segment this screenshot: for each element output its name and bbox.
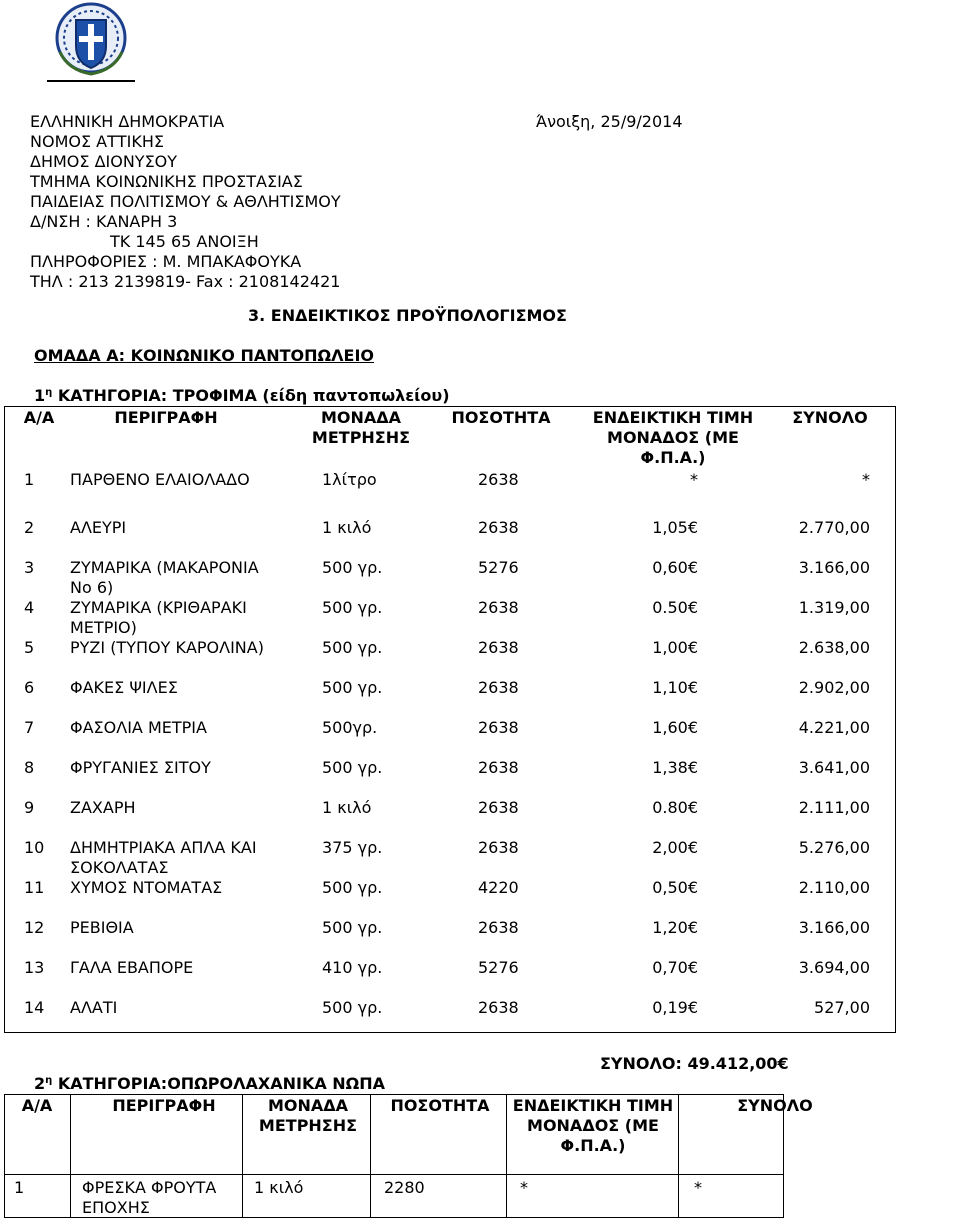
cell-aa: 7 <box>24 718 35 737</box>
cell-unit: 500 γρ. <box>322 758 383 777</box>
cell-total: 2.770,00 <box>798 518 870 537</box>
header-line-3: ΔΗΜΟΣ ΔΙΟΝΥΣΟΥ <box>30 152 178 171</box>
cell-aa: 11 <box>24 878 45 897</box>
cell-price: 0,50€ <box>652 878 698 897</box>
cell-qty: 2638 <box>478 638 519 657</box>
cell-qty: 2638 <box>478 998 519 1017</box>
cell-qty: 5276 <box>478 958 519 977</box>
cell-total: 2.110,00 <box>798 878 870 897</box>
cell-desc: ΡΕΒΙΘΙΑ <box>70 918 134 937</box>
cell-aa: 2 <box>24 518 35 537</box>
t2-col-header-aa: Α/Α <box>21 1096 53 1115</box>
cell-aa: 10 <box>24 838 45 857</box>
t2-divider <box>678 1094 679 1218</box>
category-1-sup: η <box>45 387 53 398</box>
t2-col-header-unit: ΜΟΝΑΔΑ ΜΕΤΡΗΣΗΣ <box>258 1096 358 1135</box>
col-header-unit: ΜΟΝΑΔΑ ΜΕΤΡΗΣΗΣ <box>311 408 411 447</box>
t2-row-divider <box>4 1174 784 1175</box>
emblem-underline <box>47 80 135 82</box>
cell-price: 1,00€ <box>652 638 698 657</box>
cell-price: 0.80€ <box>652 798 698 817</box>
cell-qty: 2638 <box>478 918 519 937</box>
cell-aa: 4 <box>24 598 35 617</box>
t2-cell-price: * <box>520 1178 528 1197</box>
cell-qty: 2638 <box>478 470 519 489</box>
category-2-heading <box>34 1074 385 1093</box>
cell-qty: 2638 <box>478 518 519 537</box>
cell-price: 0,60€ <box>652 558 698 577</box>
header-line-9: ΤΗΛ : 213 2139819- Fax : 2108142421 <box>30 272 341 291</box>
t2-cell-unit: 1 κιλό <box>254 1178 304 1197</box>
cell-unit: 500γρ. <box>322 718 378 737</box>
cell-unit: 500 γρ. <box>322 558 383 577</box>
t2-cell-desc: ΦΡΕΣΚΑ ΦΡΟΥΤΑ ΕΠΟΧΗΣ <box>82 1178 217 1217</box>
t2-col-header-qty: ΠΟΣΟΤΗΤΑ <box>390 1096 490 1115</box>
cell-total: 4.221,00 <box>798 718 870 737</box>
cell-total: 2.902,00 <box>798 678 870 697</box>
cell-total: 5.276,00 <box>798 838 870 857</box>
cell-desc: ΑΛΕΥΡΙ <box>70 518 127 537</box>
category-2-number: 2 <box>34 1074 46 1093</box>
cell-desc: ΖΑΧΑΡΗ <box>70 798 136 817</box>
cell-unit: 500 γρ. <box>322 998 383 1017</box>
cell-price: 0.50€ <box>652 598 698 617</box>
cell-qty: 2638 <box>478 718 519 737</box>
t2-col-header-desc: ΠΕΡΙΓΡΑΦΗ <box>112 1096 216 1115</box>
cell-aa: 13 <box>24 958 45 977</box>
category-1-total: ΣΥΝΟΛΟ: 49.412,00€ <box>600 1054 789 1073</box>
header-line-2: ΝΟΜΟΣ ΑΤΤΙΚΗΣ <box>30 132 164 151</box>
cell-price: 1,20€ <box>652 918 698 937</box>
cell-price: 1,10€ <box>652 678 698 697</box>
cell-desc: ΓΑΛΑ ΕΒΑΠΟΡΕ <box>70 958 194 977</box>
header-line-7: ΤΚ 145 65 ΑΝΟΙΞΗ <box>110 232 259 251</box>
t2-col-header-price: ΕΝΔΕΙΚΤΙΚΗ ΤΙΜΗ ΜΟΝΑΔΟΣ (ΜΕ Φ.Π.Α.) <box>512 1096 674 1155</box>
document-date: Άνοιξη, 25/9/2014 <box>536 112 683 131</box>
header-line-8: ΠΛΗΡΟΦΟΡΙΕΣ : Μ. ΜΠΑΚΑΦΟΥΚΑ <box>30 252 302 271</box>
cell-aa: 9 <box>24 798 35 817</box>
cell-aa: 1 <box>24 470 35 489</box>
category-1-heading <box>34 386 450 405</box>
cell-price: 2,00€ <box>652 838 698 857</box>
cell-total: * <box>862 470 870 489</box>
cell-price: * <box>690 470 698 489</box>
cell-desc: ΦΑΚΕΣ ΨΙΛΕΣ <box>70 678 178 697</box>
cell-total: 3.166,00 <box>798 558 870 577</box>
cell-price: 1,05€ <box>652 518 698 537</box>
col-header-qty: ΠΟΣΟΤΗΤΑ <box>451 408 551 427</box>
t2-divider <box>70 1094 71 1218</box>
cell-qty: 2638 <box>478 838 519 857</box>
cell-total: 527,00 <box>814 998 870 1017</box>
col-header-price: ΕΝΔΕΙΚΤΙΚΗ ΤΙΜΗ ΜΟΝΑΔΟΣ (ΜΕ Φ.Π.Α.) <box>592 408 754 467</box>
col-header-total: ΣΥΝΟΛΟ <box>792 408 868 427</box>
cell-total: 2.638,00 <box>798 638 870 657</box>
cell-unit: 410 γρ. <box>322 958 383 977</box>
page-title: 3. ΕΝΔΕΙΚΤΙΚΟΣ ΠΡΟΫΠΟΛΟΓΙΣΜΟΣ <box>248 306 567 325</box>
cell-unit: 1 κιλό <box>322 518 372 537</box>
cell-desc: ΖΥΜΑΡΙΚΑ (ΜΑΚΑΡΟΝΙΑ No 6) <box>70 558 259 597</box>
category-2-sup: η <box>45 1075 53 1086</box>
t2-cell-qty: 2280 <box>384 1178 425 1197</box>
category-1-label: ΚΑΤΗΓΟΡΙΑ: ΤΡΟΦΙΜΑ (είδη παντοπωλείου) <box>57 386 450 405</box>
cell-total: 3.694,00 <box>798 958 870 977</box>
col-header-aa: Α/Α <box>23 408 55 427</box>
col-header-desc: ΠΕΡΙΓΡΑΦΗ <box>114 408 218 427</box>
cell-price: 0,70€ <box>652 958 698 977</box>
cell-unit: 1λίτρο <box>322 470 377 489</box>
cell-desc: ΔΗΜΗΤΡΙΑΚΑ ΑΠΛΑ ΚΑΙ ΣΟΚΟΛΑΤΑΣ <box>70 838 257 877</box>
cell-total: 3.166,00 <box>798 918 870 937</box>
cell-qty: 2638 <box>478 598 519 617</box>
category-2-label: ΚΑΤΗΓΟΡΙΑ:ΟΠΩΡΟΛΑΧΑΝΙΚΑ ΝΩΠΑ <box>57 1074 386 1093</box>
t2-col-header-total: ΣΥΝΟΛΟ <box>737 1096 813 1115</box>
cell-desc: ΠΑΡΘΕΝΟ ΕΛΑΙΟΛΑΔΟ <box>70 470 250 489</box>
t2-divider <box>506 1094 507 1218</box>
cell-desc: ΖΥΜΑΡΙΚΑ (ΚΡΙΘΑΡΑΚΙ ΜΕΤΡΙΟ) <box>70 598 247 637</box>
cell-price: 1,60€ <box>652 718 698 737</box>
cell-desc: ΑΛΑΤΙ <box>70 998 118 1017</box>
cell-unit: 500 γρ. <box>322 638 383 657</box>
cell-qty: 2638 <box>478 758 519 777</box>
cell-desc: ΡΥΖΙ (ΤΥΠΟΥ ΚΑΡΟΛΙΝΑ) <box>70 638 264 657</box>
t2-cell-total: * <box>694 1178 702 1197</box>
cell-aa: 12 <box>24 918 45 937</box>
cell-qty: 2638 <box>478 798 519 817</box>
cell-unit: 500 γρ. <box>322 918 383 937</box>
cell-total: 3.641,00 <box>798 758 870 777</box>
t2-divider <box>370 1094 371 1218</box>
cell-total: 1.319,00 <box>798 598 870 617</box>
cell-unit: 1 κιλό <box>322 798 372 817</box>
cell-aa: 14 <box>24 998 45 1017</box>
cell-aa: 8 <box>24 758 35 777</box>
cell-unit: 500 γρ. <box>322 598 383 617</box>
header-line-1: ΕΛΛΗΝΙΚΗ ΔΗΜΟΚΡΑΤΙΑ <box>30 112 225 131</box>
t2-cell-aa: 1 <box>14 1178 25 1197</box>
cell-unit: 375 γρ. <box>322 838 383 857</box>
cell-price: 1,38€ <box>652 758 698 777</box>
header-line-4: ΤΜΗΜΑ ΚΟΙΝΩΝΙΚΗΣ ΠΡΟΣΤΑΣΙΑΣ <box>30 172 303 191</box>
cell-aa: 6 <box>24 678 35 697</box>
header-line-6: Δ/ΝΣΗ : ΚΑΝΑΡΗ 3 <box>30 212 178 231</box>
cell-desc: ΦΑΣΟΛΙΑ ΜΕΤΡΙΑ <box>70 718 207 737</box>
cell-qty: 2638 <box>478 678 519 697</box>
group-heading: ΟΜΑΔΑ Α: ΚΟΙΝΩΝΙΚΟ ΠΑΝΤΟΠΩΛΕΙΟ <box>34 346 374 365</box>
cell-price: 0,19€ <box>652 998 698 1017</box>
t2-divider <box>242 1094 243 1218</box>
header-line-5: ΠΑΙΔΕΙΑΣ ΠΟΛΙΤΙΣΜΟΥ & ΑΘΛΗΤΙΣΜΟΥ <box>30 192 341 211</box>
cell-aa: 3 <box>24 558 35 577</box>
cell-qty: 4220 <box>478 878 519 897</box>
cell-desc: ΧΥΜΟΣ ΝΤΟΜΑΤΑΣ <box>70 878 223 897</box>
cell-desc: ΦΡΥΓΑΝΙΕΣ ΣΙΤΟΥ <box>70 758 211 777</box>
cell-qty: 5276 <box>478 558 519 577</box>
cell-unit: 500 γρ. <box>322 878 383 897</box>
category-1-number: 1 <box>34 386 46 405</box>
cell-aa: 5 <box>24 638 35 657</box>
cell-unit: 500 γρ. <box>322 678 383 697</box>
coat-of-arms-emblem <box>46 0 136 82</box>
cell-total: 2.111,00 <box>798 798 870 817</box>
